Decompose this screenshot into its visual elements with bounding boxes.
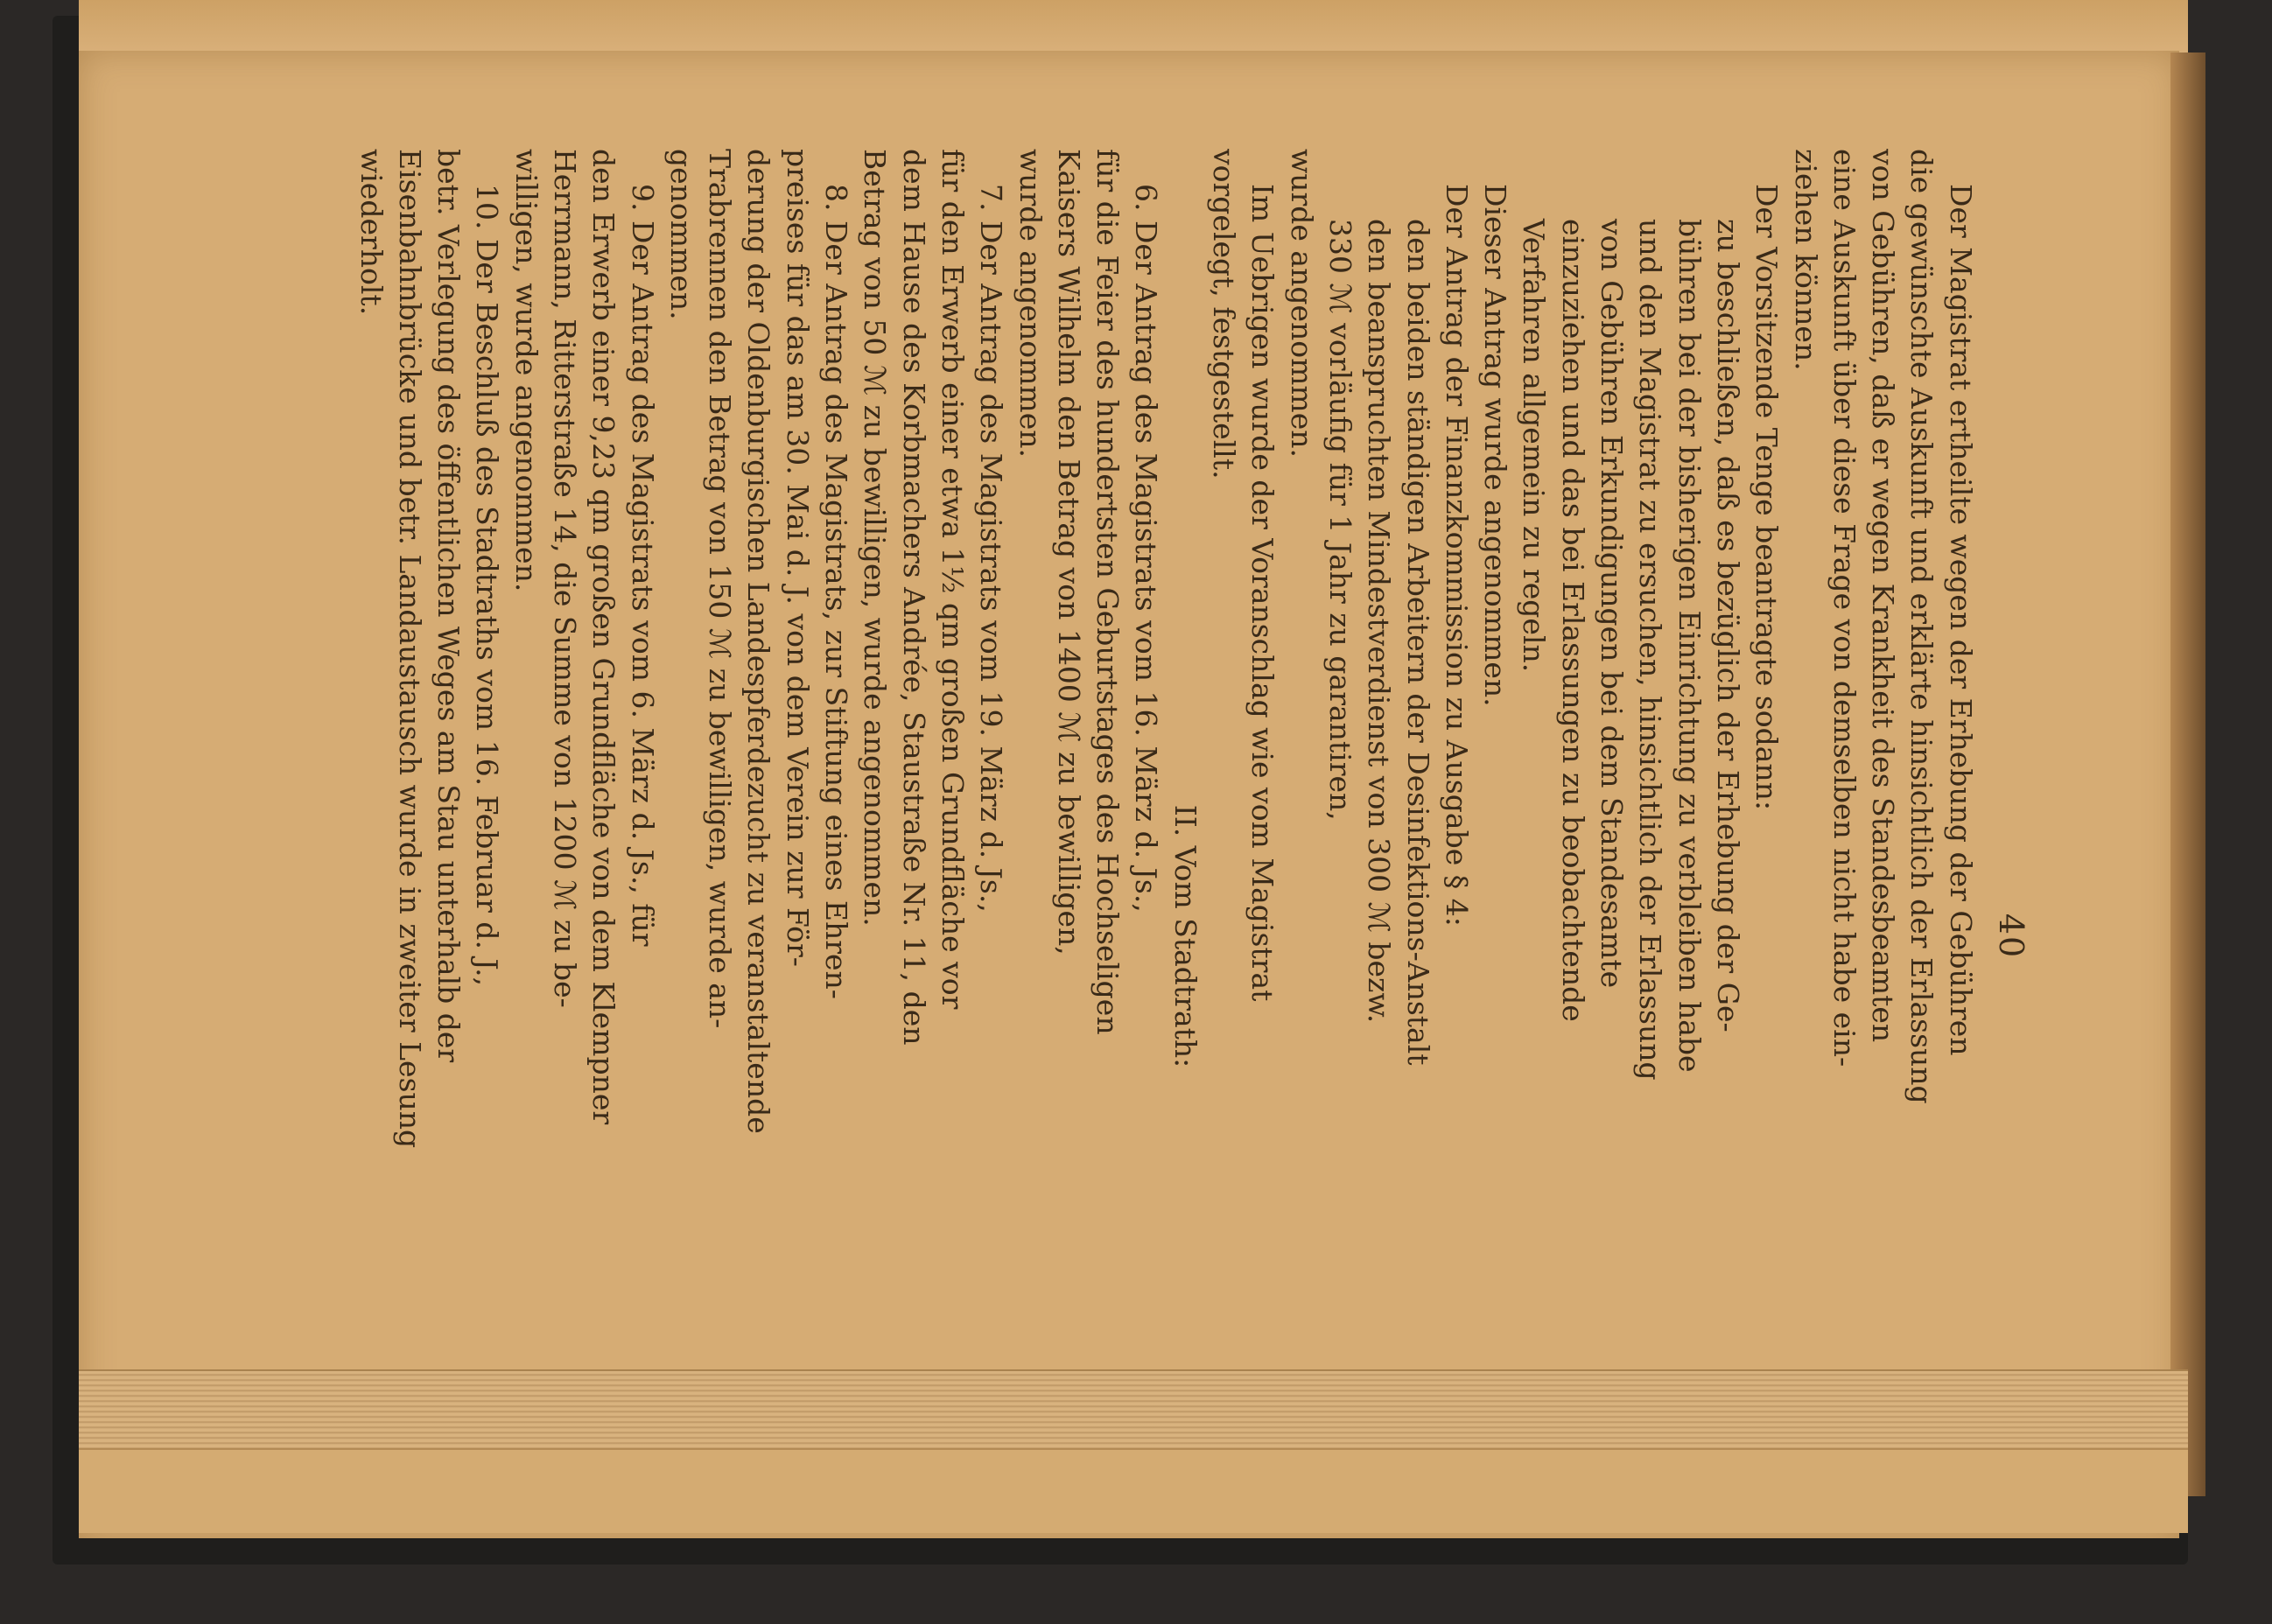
text-line: Der Magistrat ertheilte wegen der Erhebung der Gebühren: [1943, 184, 1978, 1056]
text-line: dem Hause des Korbmachers Andrée, Staustraße Nr. 11, den: [896, 149, 931, 1046]
text-line: Eisenbahnbrücke und betr. Landaustausch wurde in zweiter Lesung: [392, 149, 427, 1149]
text-line: genommen.: [663, 149, 698, 320]
text-line: eine Auskunft über diese Frage von demselben nicht habe ein-: [1827, 149, 1862, 1068]
text-line: und den Magistrat zu ersuchen, hinsichtlich der Erlassung: [1633, 219, 1668, 1081]
text-line: derung der Oldenburgischen Landespferdezucht zu veranstaltende: [741, 149, 776, 1134]
text-line: für die Feier des hundertsten Geburtstages des Hochseligen: [1090, 149, 1125, 1035]
text-line: von Gebühren Erkundigungen bei dem Standesamte: [1595, 219, 1630, 989]
text-line: den beanspruchten Mindestverdienst von 300 ℳ bezw.: [1362, 219, 1397, 1024]
text-line: Verfahren allgemein zu regeln.: [1517, 219, 1552, 673]
text-line: bühren bei der bisherigen Einrichtung zu verbleiben habe: [1672, 219, 1707, 1073]
text-line: Im Uebrigen wurde der Voranschlag wie vom Magistrat: [1245, 184, 1280, 1002]
page-number: 40: [1992, 913, 2030, 960]
text-line: wiederholt.: [354, 149, 389, 316]
text-line: für den Erwerb einer etwa 1½ qm großen Grundfläche vor: [935, 149, 970, 1010]
facing-page-edge: [79, 0, 2188, 56]
text-line: von Gebühren, daß er wegen Krankheit des Standesbeamten: [1866, 149, 1901, 1043]
text-line: betr. Verlegung des öffentlichen Weges am Stau unterhalb der: [431, 149, 466, 1063]
text-lines: [351, 149, 1979, 1624]
text-line: 10. Der Beschluß des Stadtraths vom 16. Februar d. J.,: [470, 184, 505, 987]
text-line: den Erwerb einer 9,23 qm großen Grundfläche von dem Klempner: [586, 149, 621, 1125]
book-gutter: [2170, 52, 2205, 1496]
text-line: 6. Der Antrag des Magistrats vom 16. März d. Js.,: [1129, 184, 1164, 913]
text-line: zu beschließen, daß es bezüglich der Erhebung der Ge-: [1710, 219, 1745, 1032]
text-line: Herrmann, Ritterstraße 14, die Summe von 1200 ℳ zu be-: [548, 149, 583, 1008]
text-line: Der Vorsitzende Tenge beantragte sodann:: [1750, 184, 1785, 811]
text-line: 9. Der Antrag des Magistrats vom 6. März d. Js., für: [625, 184, 660, 947]
text-line: ziehen können.: [1788, 149, 1823, 371]
text-line: wurde angenommen.: [1013, 149, 1048, 458]
text-line: Kaisers Wilhelm den Betrag von 1400 ℳ zu bewilligen,: [1051, 149, 1086, 956]
text-line: den beiden ständigen Arbeitern der Desinfektions-Anstalt: [1400, 219, 1435, 1066]
text-line: die gewünschte Auskunft und erklärte hinsichtlich der Erlassung: [1904, 149, 1939, 1104]
text-line: willigen, wurde angenommen.: [508, 149, 543, 592]
text-line: Trabrennen den Betrag von 150 ℳ zu bewilligen, wurde an-: [703, 149, 738, 1029]
text-line: 8. Der Antrag des Magistrats, zur Stiftung eines Ehren-: [819, 184, 854, 999]
text-line: einzuziehen und das bei Erlassungen zu beobachtende: [1555, 219, 1590, 1022]
text-line: wurde angenommen.: [1284, 149, 1319, 458]
text-line: II. Vom Stadtrath:: [1168, 804, 1203, 1068]
text-line: Der Antrag der Finanzkommission zu Ausgabe § 4:: [1439, 184, 1474, 927]
text-line: Betrag von 50 ℳ zu bewilligen, wurde angenommen.: [858, 149, 893, 927]
text-line: Dieser Antrag wurde angenommen.: [1478, 184, 1513, 707]
text-line: vorgelegt, festgestellt.: [1207, 149, 1242, 480]
text-line: 7. Der Antrag des Magistrats vom 19. März d. Js.,: [974, 184, 1009, 913]
text-line: preises für das am 30. Mai d. J. von dem Verein zur För-: [780, 149, 815, 967]
text-line: 330 ℳ vorläufig für 1 Jahr zu garantiren,: [1322, 219, 1357, 821]
page-text-block: [354, 149, 2030, 1624]
